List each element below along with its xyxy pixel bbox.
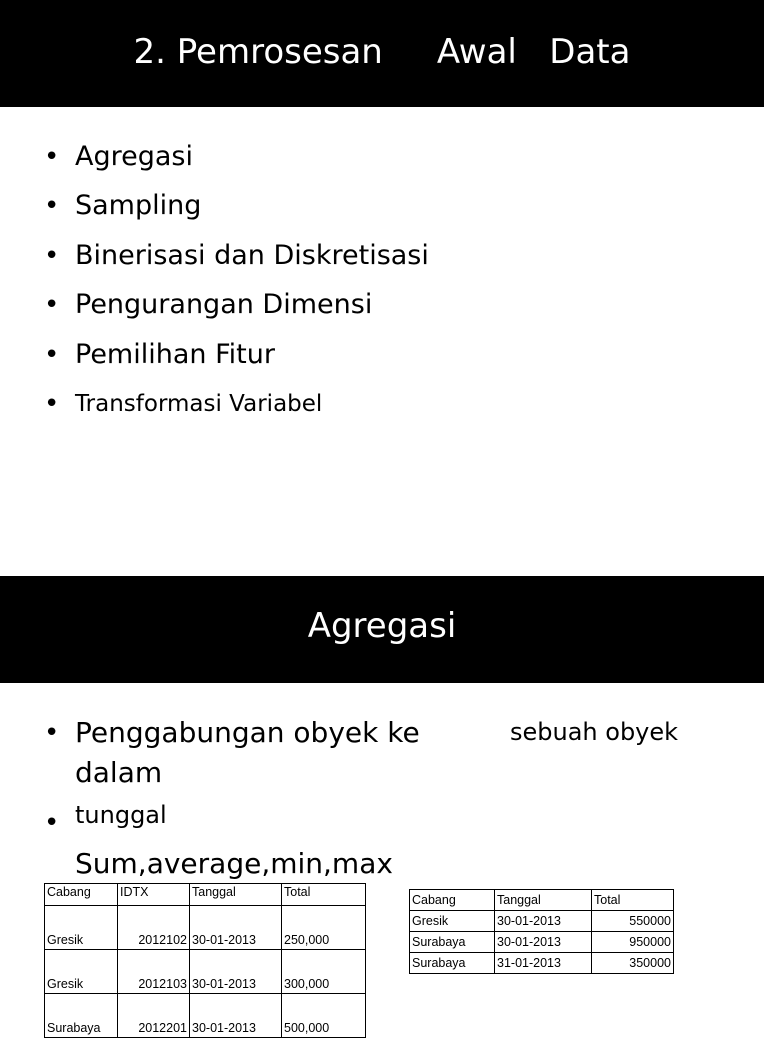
table-cell: 31-01-2013	[495, 953, 592, 974]
table-cell: 2012102	[118, 906, 190, 950]
table-cell: 300,000	[282, 950, 366, 994]
table-cell: Gresik	[45, 906, 118, 950]
table-cell: Gresik	[410, 911, 495, 932]
table-cell: 250,000	[282, 906, 366, 950]
bullet1-line2: dalam	[75, 756, 163, 789]
table-cell: 30-01-2013	[190, 994, 282, 1038]
bullet-item: • Agregasi	[44, 141, 193, 172]
table-header-row	[45, 884, 366, 906]
bullet-dot-icon: •	[44, 191, 60, 222]
bullet1-line1: Penggabungan obyek ke	[75, 716, 420, 749]
table-row	[410, 932, 674, 953]
table-cell: Gresik	[45, 950, 118, 994]
table-header-row	[410, 890, 674, 911]
bullet-dot-icon: •	[44, 240, 60, 271]
bullet-item: • Pengurangan Dimensi	[44, 289, 373, 321]
bullet-item: • Sampling	[44, 190, 202, 222]
bullet-dot-icon: •	[44, 339, 60, 370]
bullet-dot-icon: •	[44, 718, 60, 748]
bullet2-text: tunggal	[75, 801, 167, 829]
slide1-title-bar	[0, 0, 764, 107]
bullet-item: • Binerisasi dan Diskretisasi	[44, 239, 429, 271]
column-header: Tanggal	[495, 890, 592, 911]
table-cell: Surabaya	[410, 932, 495, 953]
slide1-bullet-list	[44, 140, 429, 436]
bullet2-line2: Sum,average,min,max	[75, 847, 393, 880]
table-cell: 350000	[592, 953, 674, 974]
transactions-table	[44, 883, 366, 1038]
column-header: Cabang	[410, 890, 495, 911]
table-row	[45, 994, 366, 1038]
column-header: Total	[592, 890, 674, 911]
table-row	[410, 953, 674, 974]
aggregated-table	[409, 889, 674, 974]
table-row	[45, 906, 366, 950]
bullet-item: • Pemilihan Fitur	[44, 338, 275, 370]
bullet-dot-icon: •	[44, 808, 60, 838]
bullet1-right-text: sebuah obyek	[510, 718, 679, 746]
column-header: Cabang	[45, 884, 118, 906]
bullet-item: • Transformasi Variabel	[44, 388, 323, 419]
table-cell: Surabaya	[45, 994, 118, 1038]
table-cell: Surabaya	[410, 953, 495, 974]
table-cell: 2012201	[118, 994, 190, 1038]
table-cell: 500,000	[282, 994, 366, 1038]
table-cell: 30-01-2013	[190, 950, 282, 994]
table-cell: 550000	[592, 911, 674, 932]
slide1-title: 2. Pemrosesan Awal Data	[133, 31, 631, 72]
bullet-dot-icon: •	[44, 142, 60, 172]
table-cell: 30-01-2013	[495, 911, 592, 932]
column-header: Total	[282, 884, 366, 906]
table-row	[45, 950, 366, 994]
table-cell: 2012103	[118, 950, 190, 994]
slide2-title-bar	[0, 576, 764, 683]
table-cell: 950000	[592, 932, 674, 953]
table-cell: 30-01-2013	[190, 906, 282, 950]
bullet-dot-icon: •	[44, 290, 60, 321]
column-header: Tanggal	[190, 884, 282, 906]
table-cell: 30-01-2013	[495, 932, 592, 953]
table-row	[410, 911, 674, 932]
column-header: IDTX	[118, 884, 190, 906]
slide2-title: Agregasi	[307, 605, 457, 646]
bullet-dot-icon: •	[44, 388, 60, 419]
